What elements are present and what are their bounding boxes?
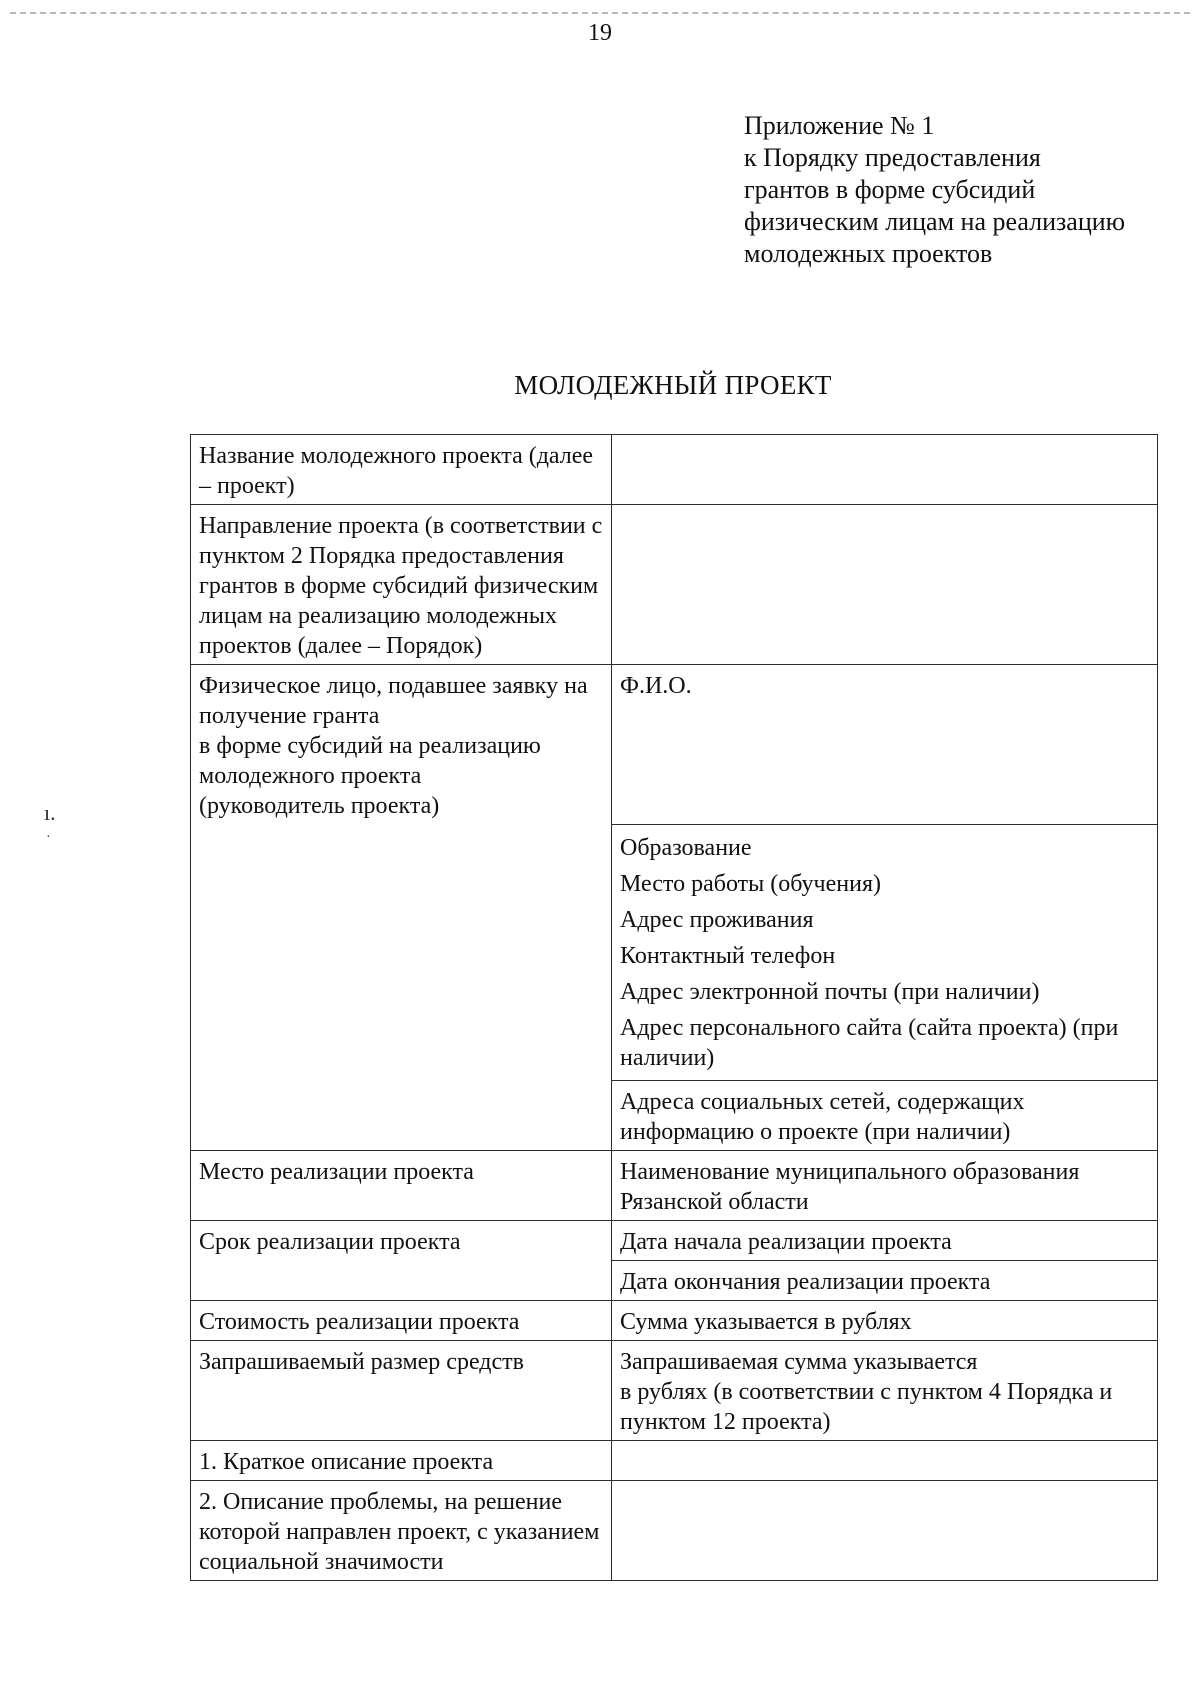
applicant-detail-item: Адрес проживания bbox=[620, 907, 814, 933]
scan-speck: · bbox=[46, 830, 51, 845]
requested-amount-value bbox=[612, 1341, 1158, 1441]
project-direction-value bbox=[612, 505, 1158, 665]
table-row bbox=[191, 435, 1158, 505]
applicant-detail-item: Образование bbox=[620, 835, 752, 861]
appendix-note bbox=[744, 110, 1184, 270]
table-row bbox=[191, 1301, 1158, 1341]
appendix-line: к Порядку предоставления bbox=[744, 143, 1041, 172]
short-description-label: 1. Краткое описание проекта bbox=[191, 1441, 612, 1481]
project-cost-label: Стоимость реализации проекта bbox=[191, 1301, 612, 1341]
scan-speck: ı. bbox=[44, 800, 56, 825]
scan-edge-artifact bbox=[10, 12, 1190, 14]
project-name-label: Название молодежного проекта (далее – проект) bbox=[191, 435, 612, 505]
applicant-detail-item: Место работы (обучения) bbox=[620, 871, 881, 897]
requested-amount-label: Запрашиваемый размер средств bbox=[191, 1341, 612, 1441]
table-row bbox=[191, 1151, 1158, 1221]
project-form-table bbox=[190, 434, 1158, 1581]
implementation-period-label: Срок реализации проекта bbox=[191, 1221, 612, 1301]
requested-amount-line: Запрашиваемая сумма указывается bbox=[620, 1349, 978, 1375]
requested-amount-line: в рублях (в соответствии с пунктом 4 Порядка и пунктом 12 проекта) bbox=[620, 1379, 1113, 1435]
document-title: МОЛОДЕЖНЫЙ ПРОЕКТ bbox=[514, 370, 832, 400]
problem-description-label: 2. Описание проблемы, на решение которой направлен проект, с указанием социальной значимости bbox=[191, 1481, 612, 1581]
period-start-cell: Дата начала реализации проекта bbox=[612, 1221, 1158, 1261]
table-row bbox=[191, 1481, 1158, 1581]
page-number: 19 bbox=[588, 20, 612, 46]
appendix-line: молодежных проектов bbox=[744, 239, 993, 268]
applicant-detail-item: Контактный телефон bbox=[620, 943, 836, 969]
appendix-line: грантов в форме субсидий bbox=[744, 175, 1036, 204]
applicant-label bbox=[191, 665, 612, 1151]
period-end-cell: Дата окончания реализации проекта bbox=[612, 1261, 1158, 1301]
applicant-label-line: (руководитель проекта) bbox=[199, 793, 440, 819]
applicant-detail-item: Адрес персонального сайта (сайта проекта) (при наличии) bbox=[620, 1015, 1119, 1071]
problem-description-value bbox=[612, 1481, 1158, 1581]
appendix-line: физическим лицам на реализацию bbox=[744, 207, 1126, 236]
project-cost-value: Сумма указывается в рублях bbox=[612, 1301, 1158, 1341]
applicant-details-cell bbox=[612, 825, 1158, 1081]
applicant-detail-item: Адрес электронной почты (при наличии) bbox=[620, 979, 1040, 1005]
implementation-place-label: Место реализации проекта bbox=[191, 1151, 612, 1221]
applicant-fio-cell: Ф.И.О. bbox=[612, 665, 1158, 825]
table-row bbox=[191, 665, 1158, 825]
table-row bbox=[191, 505, 1158, 665]
appendix-line: Приложение № 1 bbox=[744, 111, 935, 140]
short-description-value bbox=[612, 1441, 1158, 1481]
table-row bbox=[191, 1221, 1158, 1261]
table-row bbox=[191, 1341, 1158, 1441]
project-direction-label: Направление проекта (в соответствии с пунктом 2 Порядка предоставления грантов в форме субсидий физическим лицам на реализацию молодежных проектов (далее – Порядок) bbox=[191, 505, 612, 665]
implementation-place-value: Наименование муниципального образования Рязанской области bbox=[612, 1151, 1158, 1221]
applicant-label-line: Физическое лицо, подавшее заявку на получение гранта bbox=[199, 673, 588, 729]
project-name-value bbox=[612, 435, 1158, 505]
table-row bbox=[191, 1441, 1158, 1481]
applicant-label-line: в форме субсидий на реализацию молодежного проекта bbox=[199, 733, 541, 789]
social-networks-cell: Адреса социальных сетей, содержащих информацию о проекте (при наличии) bbox=[612, 1081, 1158, 1151]
